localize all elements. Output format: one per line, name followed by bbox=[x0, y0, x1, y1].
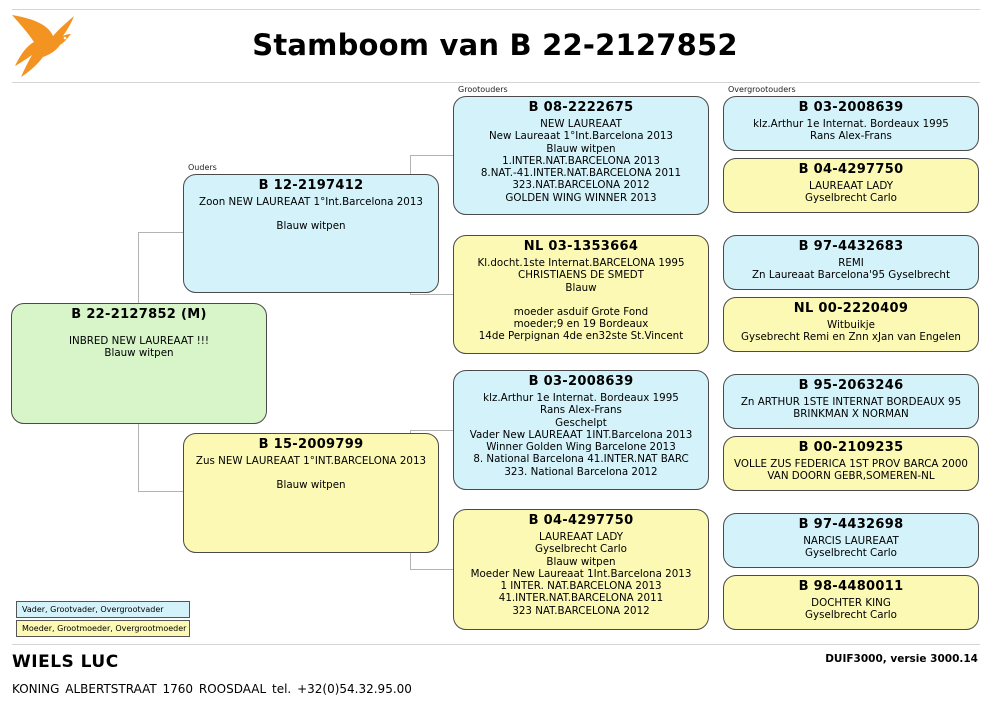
pedigree-box-fmm[interactable] bbox=[723, 297, 979, 352]
pedigree-box-fmf[interactable] bbox=[723, 235, 979, 290]
connector bbox=[410, 294, 454, 295]
pigeon-info-line: klz.Arthur 1e Internat. Bordeaux 1995 bbox=[483, 392, 679, 404]
ring-number: B 04-4297750 bbox=[528, 513, 634, 528]
pigeon-info-line: Winner Golden Wing Barcelone 2013 bbox=[486, 441, 676, 454]
top-rule bbox=[12, 9, 980, 10]
page-title: Stamboom van B 22-2127852 bbox=[252, 28, 738, 62]
ring-number: NL 00-2220409 bbox=[793, 301, 909, 316]
pigeon-info-line: Zus NEW LAUREAAT 1°INT.BARCELONA 2013 bbox=[195, 455, 427, 467]
pedigree-box-mmm[interactable] bbox=[723, 575, 979, 630]
pigeon-info-line: Blauw witpen bbox=[276, 220, 346, 233]
ring-number: B 97-4432698 bbox=[798, 517, 904, 532]
pedigree-box-mfm[interactable] bbox=[723, 436, 979, 491]
pigeon-info-line: moeder asduif Grote Fond bbox=[513, 305, 649, 318]
pigeon-info-line: Blauw witpen bbox=[546, 142, 616, 155]
pigeon-info-line: 323 NAT.BARCELONA 2012 bbox=[512, 604, 650, 617]
pedigree-box-mmf[interactable] bbox=[723, 513, 979, 568]
ring-number: B 03-2008639 bbox=[528, 374, 634, 389]
pigeon-info-line: Zn Laureaat Barcelona'95 Gyselbrecht bbox=[751, 269, 950, 282]
ring-number: B 22-2127852 (M) bbox=[71, 307, 207, 322]
connector bbox=[138, 491, 184, 492]
pigeon-info-line bbox=[184, 467, 438, 479]
connector bbox=[410, 430, 454, 431]
pedigree-box-father[interactable] bbox=[183, 174, 439, 293]
pigeon-info-line: Moeder New Laureaat 1Int.Barcelona 2013 bbox=[470, 567, 692, 580]
pigeon-info-line: VOLLE ZUS FEDERICA 1ST PROV BARCA 2000 bbox=[734, 458, 968, 470]
pedigree-box-fff[interactable] bbox=[723, 96, 979, 151]
header-rule bbox=[12, 82, 980, 83]
pigeon-info-line: 1 INTER. NAT.BARCELONA 2013 bbox=[500, 580, 662, 593]
pigeon-info-line: Witbuikje bbox=[827, 319, 875, 331]
pigeon-info-line: 323.NAT.BARCELONA 2012 bbox=[512, 179, 650, 192]
pigeon-info-line: Kl.docht.1ste Internat.BARCELONA 1995 bbox=[477, 257, 685, 269]
pigeon-info-line: Blauw witpen bbox=[546, 555, 616, 568]
ring-number: NL 03-1353664 bbox=[523, 239, 639, 254]
ring-number: B 08-2222675 bbox=[528, 100, 634, 115]
pedigree-box-mm[interactable] bbox=[453, 509, 709, 630]
connector bbox=[138, 232, 184, 233]
pigeon-info-line: Blauw witpen bbox=[104, 347, 174, 360]
connector bbox=[410, 155, 454, 156]
pigeon-info-line: 1.INTER.NAT.BARCELONA 2013 bbox=[502, 154, 660, 167]
pigeon-info-line: INBRED NEW LAUREAAT !!! bbox=[68, 335, 210, 347]
section-label-great-grandparents: Overgrootouders bbox=[728, 85, 796, 94]
ring-number: B 03-2008639 bbox=[798, 100, 904, 115]
ring-number: B 95-2063246 bbox=[798, 378, 904, 393]
pigeon-info-line: NEW LAUREAAT bbox=[540, 118, 622, 130]
owner-name: WIELS LUC bbox=[12, 652, 119, 672]
pedigree-box-mother[interactable] bbox=[183, 433, 439, 553]
pigeon-info-line: Rans Alex-Frans bbox=[540, 404, 622, 417]
connector bbox=[410, 553, 411, 570]
pedigree-box-ffm[interactable] bbox=[723, 158, 979, 213]
pigeon-info-line bbox=[12, 325, 266, 335]
pigeon-info-line: REMI bbox=[838, 257, 864, 269]
pigeon-info-line: Geschelpt bbox=[555, 416, 607, 429]
section-label-grandparents: Grootouders bbox=[458, 85, 508, 94]
pigeon-info-line: moeder;9 en 19 Bordeaux bbox=[513, 318, 649, 331]
legend-female: Moeder, Grootmoeder, Overgrootmoeder bbox=[16, 620, 190, 637]
pigeon-info-line: 8.NAT.-41.INTER.NAT.BARCELONA 2011 bbox=[480, 167, 682, 180]
pigeon-info-line bbox=[454, 294, 708, 306]
pigeon-info-line bbox=[184, 208, 438, 220]
pigeon-info-line: Rans Alex-Frans bbox=[810, 130, 892, 143]
legend-male: Vader, Grootvader, Overgrootvader bbox=[16, 601, 190, 618]
pigeon-info-line: New Laureaat 1°Int.Barcelona 2013 bbox=[488, 130, 673, 143]
ring-number: B 00-2109235 bbox=[798, 440, 904, 455]
pigeon-info-line: klz.Arthur 1e Internat. Bordeaux 1995 bbox=[753, 118, 949, 130]
ring-number: B 98-4480011 bbox=[798, 579, 904, 594]
pigeon-info-line: 41.INTER.NAT.BARCELONA 2011 bbox=[498, 592, 664, 605]
pigeon-info-line: Blauw bbox=[565, 281, 597, 294]
connector bbox=[138, 424, 139, 492]
pigeon-info-line: 323. National Barcelona 2012 bbox=[504, 465, 658, 478]
pigeon-info-line: LAUREAAT LADY bbox=[808, 180, 894, 192]
pigeon-info-line: Gyselbrecht Carlo bbox=[805, 192, 897, 205]
pigeon-info-line: GOLDEN WING WINNER 2013 bbox=[505, 191, 657, 204]
pedigree-box-fm[interactable] bbox=[453, 235, 709, 354]
pigeon-info-line: 14de Perpignan 4de en32ste St.Vincent bbox=[478, 330, 684, 343]
ring-number: B 04-4297750 bbox=[798, 162, 904, 177]
pigeon-info-line: LAUREAAT LADY bbox=[538, 531, 624, 543]
pigeon-info-line: Zn ARTHUR 1STE INTERNAT BORDEAUX 95 bbox=[740, 396, 962, 408]
pigeon-info-line: Vader New LAUREAAT 1INT.Barcelona 2013 bbox=[469, 428, 693, 441]
pigeon-info-line: CHRISTIAENS DE SMEDT bbox=[518, 269, 644, 282]
section-label-parents: Ouders bbox=[188, 163, 217, 172]
connector bbox=[410, 569, 454, 570]
pedigree-box-ff[interactable] bbox=[453, 96, 709, 215]
pedigree-box-mf[interactable] bbox=[453, 370, 709, 490]
ring-number: B 12-2197412 bbox=[258, 178, 364, 193]
software-version: DUIF3000, versie 3000.14 bbox=[825, 653, 978, 665]
pigeon-info-line: BRINKMAN X NORMAN bbox=[793, 408, 909, 421]
pigeon-info-line: Gyselbrecht Carlo bbox=[805, 547, 897, 560]
pedigree-box-mff[interactable] bbox=[723, 374, 979, 429]
pigeon-info-line: DOCHTER KING bbox=[811, 597, 891, 609]
owner-address: KONING ALBERTSTRAAT 1760 ROOSDAAL tel. +32(0)54.32.95.00 bbox=[12, 682, 412, 696]
pedigree-box-subject[interactable] bbox=[11, 303, 267, 424]
footer-rule bbox=[12, 644, 980, 645]
ring-number: B 15-2009799 bbox=[258, 437, 364, 452]
pigeon-info-line: VAN DOORN GEBR,SOMEREN-NL bbox=[767, 470, 935, 483]
pigeon-info-line: Gyselbrecht Carlo bbox=[535, 543, 627, 556]
pigeon-info-line: Blauw witpen bbox=[276, 479, 346, 492]
connector bbox=[410, 155, 411, 175]
pigeon-info-line: Zoon NEW LAUREAAT 1°Int.Barcelona 2013 bbox=[199, 196, 423, 208]
ring-number: B 97-4432683 bbox=[798, 239, 904, 254]
connector bbox=[138, 232, 139, 303]
pigeon-info-line: NARCIS LAUREAAT bbox=[803, 535, 899, 547]
pigeon-info-line: 8. National Barcelona 41.INTER.NAT BARC bbox=[473, 453, 689, 466]
pigeon-info-line: Gyselbrecht Carlo bbox=[805, 609, 897, 622]
pigeon-info-line: Gysebrecht Remi en Znn xJan van Engelen bbox=[741, 331, 961, 344]
